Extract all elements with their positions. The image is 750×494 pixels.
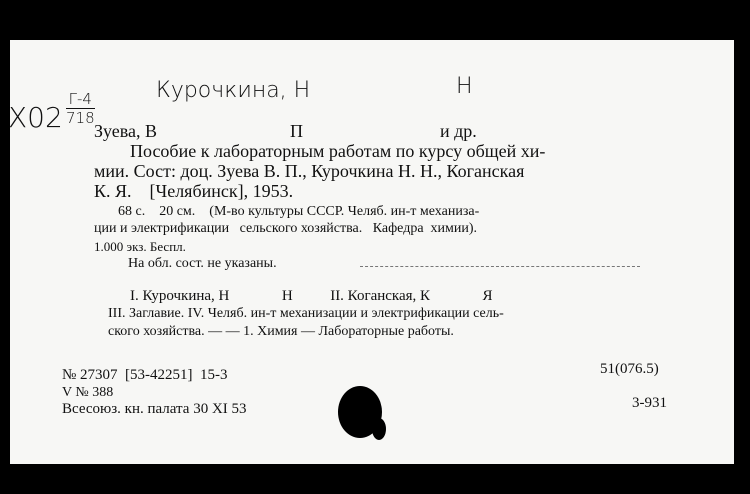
handwritten-author: Курочкина, Н — [156, 78, 311, 103]
handwritten-call-number: Х02 — [8, 101, 63, 134]
catalog-card — [10, 40, 734, 464]
et-al: и др. — [440, 121, 477, 141]
series-number: V № 388 — [62, 385, 114, 400]
author-surname: Зуева, В — [94, 121, 158, 141]
title-line-1: Пособие к лабораторным работам по курсу общей хи- — [130, 141, 546, 161]
title-line-2: мии. Сост: доц. Зуева В. П., Курочкина Н. Н., Коганская — [94, 161, 525, 181]
collation-line-2: ции и электрификации сельского хозяйства. Кафедра химии). — [94, 221, 478, 236]
collation-line-1: 68 с. 20 см. (М-во культуры СССР. Челяб. ин-т механиза- — [118, 204, 480, 219]
udc-class: 51(076.5) — [600, 361, 659, 377]
handwritten-fraction — [66, 90, 95, 127]
note: На обл. сост. не указаны. — [128, 256, 277, 271]
tracing-line-1: I. Курочкина, Н Н II. Коганская, К Я — [130, 288, 493, 304]
ink-blot-edge — [372, 418, 386, 440]
handwritten-initial: Н — [456, 74, 473, 99]
fraction-denominator: 718 — [66, 109, 95, 127]
tracing-line-2: III. Заглавие. IV. Челяб. ин-т механизации и электрификации сель- — [108, 306, 504, 321]
chamber-date: Всесоюз. кн. палата 30 XI 53 — [62, 401, 247, 417]
tracing-line-3: ского хозяйства. — — 1. Химия — Лабораторные работы. — [108, 324, 454, 339]
card-code: 3-931 — [632, 395, 667, 411]
dashed-rule — [360, 266, 640, 267]
author-initial: П — [290, 121, 303, 141]
title-line-3: К. Я. [Челябинск], 1953. — [94, 181, 294, 201]
print-run: 1.000 экз. Беспл. — [94, 239, 186, 254]
fraction-numerator: Г-4 — [66, 90, 95, 109]
registry-number: № 27307 [53-42251] 15-3 — [62, 367, 228, 383]
